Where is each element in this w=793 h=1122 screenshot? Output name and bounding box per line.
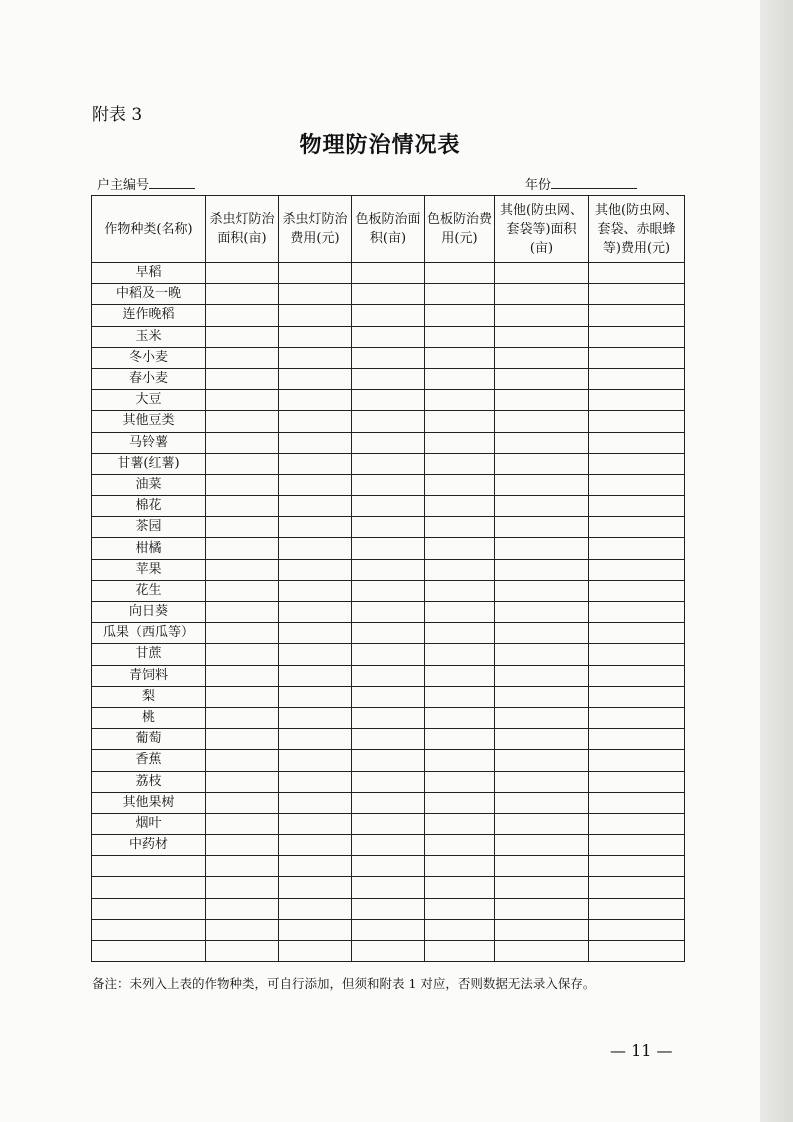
value-cell[interactable]	[589, 623, 685, 644]
value-cell[interactable]	[425, 390, 495, 411]
table-row	[92, 877, 685, 898]
value-cell[interactable]	[495, 390, 589, 411]
value-cell[interactable]	[279, 602, 352, 623]
value-cell[interactable]	[589, 368, 685, 389]
value-cell[interactable]	[425, 856, 495, 877]
value-cell[interactable]	[206, 496, 279, 517]
value-cell[interactable]	[495, 835, 589, 856]
value-cell[interactable]	[495, 305, 589, 326]
value-cell[interactable]	[589, 411, 685, 432]
value-cell[interactable]	[206, 792, 279, 813]
crop-name-cell: 中药材	[92, 835, 206, 856]
value-cell[interactable]	[352, 368, 425, 389]
table-row	[92, 284, 685, 305]
value-cell[interactable]	[206, 686, 279, 707]
crop-name-cell: 向日葵	[92, 602, 206, 623]
value-cell[interactable]	[206, 707, 279, 728]
value-cell[interactable]	[279, 623, 352, 644]
value-cell[interactable]	[279, 390, 352, 411]
value-cell[interactable]	[425, 432, 495, 453]
table-header-row	[92, 196, 685, 263]
value-cell[interactable]	[206, 474, 279, 495]
owner-id-field	[97, 174, 195, 193]
value-cell[interactable]	[206, 813, 279, 834]
owner-id-blank	[149, 176, 195, 189]
crop-name-cell: 连作晚稻	[92, 305, 206, 326]
value-cell[interactable]	[495, 813, 589, 834]
value-cell[interactable]	[495, 750, 589, 771]
value-cell[interactable]	[352, 644, 425, 665]
value-cell[interactable]	[425, 644, 495, 665]
value-cell[interactable]	[425, 305, 495, 326]
value-cell[interactable]	[495, 326, 589, 347]
value-cell[interactable]	[352, 835, 425, 856]
value-cell[interactable]	[495, 284, 589, 305]
value-cell[interactable]	[206, 750, 279, 771]
footnote: 备注：未列入上表的作物种类，可自行添加，但须和附表 1 对应，否则数据无法录入保存。	[92, 976, 596, 991]
value-cell[interactable]	[352, 347, 425, 368]
value-cell[interactable]	[425, 263, 495, 284]
value-cell[interactable]	[352, 580, 425, 601]
value-cell[interactable]	[206, 729, 279, 750]
value-cell[interactable]	[279, 771, 352, 792]
crop-name-cell: 其他豆类	[92, 411, 206, 432]
value-cell[interactable]	[425, 919, 495, 940]
value-cell[interactable]	[279, 496, 352, 517]
value-cell[interactable]	[425, 453, 495, 474]
value-cell[interactable]	[206, 347, 279, 368]
value-cell[interactable]	[206, 326, 279, 347]
value-cell[interactable]	[206, 263, 279, 284]
table-row	[92, 898, 685, 919]
value-cell[interactable]	[352, 750, 425, 771]
value-cell[interactable]	[279, 665, 352, 686]
value-cell[interactable]	[589, 538, 685, 559]
table-row	[92, 813, 685, 834]
table-row	[92, 665, 685, 686]
crop-name-cell: 桃	[92, 707, 206, 728]
value-cell[interactable]	[425, 368, 495, 389]
page-number: — 11 —	[610, 1041, 673, 1060]
value-cell[interactable]	[495, 771, 589, 792]
value-cell[interactable]	[495, 729, 589, 750]
value-cell[interactable]	[589, 835, 685, 856]
value-cell[interactable]	[495, 580, 589, 601]
value-cell[interactable]	[352, 453, 425, 474]
value-cell[interactable]	[425, 517, 495, 538]
value-cell[interactable]	[589, 771, 685, 792]
value-cell[interactable]	[495, 686, 589, 707]
crop-name-cell: 瓜果（西瓜等）	[92, 623, 206, 644]
table-row	[92, 263, 685, 284]
table-row	[92, 453, 685, 474]
value-cell[interactable]	[589, 792, 685, 813]
value-cell[interactable]	[425, 326, 495, 347]
value-cell[interactable]	[589, 347, 685, 368]
value-cell[interactable]	[425, 411, 495, 432]
value-cell[interactable]	[206, 305, 279, 326]
value-cell[interactable]	[589, 750, 685, 771]
value-cell[interactable]	[495, 453, 589, 474]
header-board-cost: 色板防治费用(元)	[425, 196, 495, 263]
owner-id-label: 户主编号	[97, 178, 150, 193]
value-cell[interactable]	[589, 474, 685, 495]
table-row	[92, 538, 685, 559]
value-cell[interactable]	[352, 390, 425, 411]
value-cell[interactable]	[279, 284, 352, 305]
value-cell[interactable]	[425, 284, 495, 305]
crop-name-cell: 柑橘	[92, 538, 206, 559]
value-cell[interactable]	[589, 517, 685, 538]
value-cell[interactable]	[425, 941, 495, 962]
table-row	[92, 644, 685, 665]
header-board-area: 色板防治面积(亩)	[352, 196, 425, 263]
value-cell[interactable]	[425, 877, 495, 898]
value-cell[interactable]	[206, 941, 279, 962]
value-cell[interactable]	[589, 877, 685, 898]
value-cell[interactable]	[279, 347, 352, 368]
crop-name-cell: 春小麦	[92, 368, 206, 389]
table-row	[92, 432, 685, 453]
year-field	[525, 174, 637, 193]
value-cell[interactable]	[352, 623, 425, 644]
table-row	[92, 559, 685, 580]
value-cell[interactable]	[495, 474, 589, 495]
value-cell[interactable]	[589, 898, 685, 919]
table-row	[92, 390, 685, 411]
table-row	[92, 496, 685, 517]
table-row	[92, 750, 685, 771]
value-cell[interactable]	[206, 623, 279, 644]
value-cell[interactable]	[279, 686, 352, 707]
value-cell[interactable]	[589, 665, 685, 686]
value-cell[interactable]	[495, 517, 589, 538]
table-row	[92, 580, 685, 601]
value-cell[interactable]	[206, 644, 279, 665]
crop-name-cell: 其他果树	[92, 792, 206, 813]
value-cell[interactable]	[425, 538, 495, 559]
value-cell[interactable]	[206, 390, 279, 411]
value-cell[interactable]	[352, 707, 425, 728]
value-cell[interactable]	[425, 347, 495, 368]
crop-name-cell: 马铃薯	[92, 432, 206, 453]
value-cell[interactable]	[589, 432, 685, 453]
value-cell[interactable]	[495, 919, 589, 940]
value-cell[interactable]	[206, 453, 279, 474]
table-row	[92, 623, 685, 644]
table-row	[92, 305, 685, 326]
table-row	[92, 856, 685, 877]
value-cell[interactable]	[425, 729, 495, 750]
value-cell[interactable]	[206, 602, 279, 623]
crop-name-cell: 花生	[92, 580, 206, 601]
value-cell[interactable]	[495, 432, 589, 453]
crop-name-cell	[92, 856, 206, 877]
crop-name-cell	[92, 941, 206, 962]
value-cell[interactable]	[425, 750, 495, 771]
value-cell[interactable]	[279, 729, 352, 750]
table-row	[92, 792, 685, 813]
table-row	[92, 347, 685, 368]
value-cell[interactable]	[352, 877, 425, 898]
crop-name-cell: 冬小麦	[92, 347, 206, 368]
crop-name-cell: 茶园	[92, 517, 206, 538]
value-cell[interactable]	[352, 517, 425, 538]
table-row	[92, 686, 685, 707]
value-cell[interactable]	[352, 856, 425, 877]
value-cell[interactable]	[425, 792, 495, 813]
value-cell[interactable]	[495, 368, 589, 389]
value-cell[interactable]	[279, 750, 352, 771]
value-cell[interactable]	[352, 792, 425, 813]
value-cell[interactable]	[495, 496, 589, 517]
header-other-cost: 其他(防虫网、套袋、赤眼蜂等)费用(元)	[589, 196, 685, 263]
crop-name-cell: 葡萄	[92, 729, 206, 750]
header-lamp-cost: 杀虫灯防治费用(元)	[279, 196, 352, 263]
value-cell[interactable]	[589, 559, 685, 580]
value-cell[interactable]	[425, 813, 495, 834]
crop-name-cell: 中稻及一晚	[92, 284, 206, 305]
table-row	[92, 941, 685, 962]
table-row	[92, 602, 685, 623]
value-cell[interactable]	[352, 771, 425, 792]
value-cell[interactable]	[425, 771, 495, 792]
value-cell[interactable]	[206, 898, 279, 919]
crop-name-cell: 甘蔗	[92, 644, 206, 665]
page-title: 物理防治情况表	[299, 132, 461, 158]
table-row	[92, 771, 685, 792]
value-cell[interactable]	[279, 877, 352, 898]
crop-name-cell: 青饲料	[92, 665, 206, 686]
crop-name-cell	[92, 919, 206, 940]
value-cell[interactable]	[589, 686, 685, 707]
crop-name-cell: 早稻	[92, 263, 206, 284]
value-cell[interactable]	[495, 877, 589, 898]
table-row	[92, 835, 685, 856]
value-cell[interactable]	[589, 580, 685, 601]
value-cell[interactable]	[589, 602, 685, 623]
value-cell[interactable]	[279, 263, 352, 284]
value-cell[interactable]	[589, 919, 685, 940]
value-cell[interactable]	[495, 792, 589, 813]
value-cell[interactable]	[495, 898, 589, 919]
value-cell[interactable]	[589, 284, 685, 305]
value-cell[interactable]	[352, 432, 425, 453]
value-cell[interactable]	[589, 729, 685, 750]
value-cell[interactable]	[352, 474, 425, 495]
value-cell[interactable]	[495, 347, 589, 368]
value-cell[interactable]	[279, 856, 352, 877]
scan-edge	[760, 0, 793, 1122]
value-cell[interactable]	[352, 284, 425, 305]
table-row	[92, 707, 685, 728]
year-label: 年份	[525, 178, 552, 193]
value-cell[interactable]	[352, 686, 425, 707]
value-cell[interactable]	[206, 856, 279, 877]
value-cell[interactable]	[495, 559, 589, 580]
value-cell[interactable]	[279, 326, 352, 347]
value-cell[interactable]	[425, 686, 495, 707]
value-cell[interactable]	[352, 919, 425, 940]
value-cell[interactable]	[279, 474, 352, 495]
header-other-area: 其他(防虫网、套袋等)面积(亩)	[495, 196, 589, 263]
value-cell[interactable]	[495, 644, 589, 665]
value-cell[interactable]	[495, 411, 589, 432]
value-cell[interactable]	[352, 496, 425, 517]
value-cell[interactable]	[206, 919, 279, 940]
value-cell[interactable]	[206, 771, 279, 792]
value-cell[interactable]	[206, 538, 279, 559]
value-cell[interactable]	[279, 432, 352, 453]
table-row	[92, 517, 685, 538]
value-cell[interactable]	[279, 919, 352, 940]
value-cell[interactable]	[206, 835, 279, 856]
value-cell[interactable]	[206, 877, 279, 898]
value-cell[interactable]	[495, 538, 589, 559]
table-row	[92, 326, 685, 347]
value-cell[interactable]	[206, 517, 279, 538]
value-cell[interactable]	[206, 368, 279, 389]
crop-name-cell: 烟叶	[92, 813, 206, 834]
value-cell[interactable]	[206, 284, 279, 305]
value-cell[interactable]	[279, 368, 352, 389]
table-row	[92, 368, 685, 389]
crop-name-cell: 甘薯(红薯)	[92, 453, 206, 474]
value-cell[interactable]	[352, 813, 425, 834]
value-cell[interactable]	[495, 602, 589, 623]
value-cell[interactable]	[495, 941, 589, 962]
value-cell[interactable]	[352, 538, 425, 559]
value-cell[interactable]	[495, 707, 589, 728]
crop-name-cell	[92, 877, 206, 898]
value-cell[interactable]	[352, 729, 425, 750]
crop-name-cell: 大豆	[92, 390, 206, 411]
crop-name-cell: 荔枝	[92, 771, 206, 792]
value-cell[interactable]	[279, 792, 352, 813]
value-cell[interactable]	[425, 835, 495, 856]
crop-name-cell	[92, 898, 206, 919]
value-cell[interactable]	[589, 453, 685, 474]
value-cell[interactable]	[279, 898, 352, 919]
value-cell[interactable]	[425, 602, 495, 623]
value-cell[interactable]	[495, 623, 589, 644]
value-cell[interactable]	[352, 411, 425, 432]
value-cell[interactable]	[352, 665, 425, 686]
value-cell[interactable]	[589, 496, 685, 517]
value-cell[interactable]	[352, 602, 425, 623]
value-cell[interactable]	[279, 835, 352, 856]
crop-name-cell: 香蕉	[92, 750, 206, 771]
value-cell[interactable]	[589, 813, 685, 834]
value-cell[interactable]	[589, 707, 685, 728]
value-cell[interactable]	[352, 559, 425, 580]
value-cell[interactable]	[589, 856, 685, 877]
value-cell[interactable]	[279, 644, 352, 665]
value-cell[interactable]	[279, 941, 352, 962]
table-row	[92, 411, 685, 432]
value-cell[interactable]	[589, 326, 685, 347]
header-lamp-area: 杀虫灯防治面积(亩)	[206, 196, 279, 263]
value-cell[interactable]	[206, 411, 279, 432]
crop-name-cell: 苹果	[92, 559, 206, 580]
value-cell[interactable]	[425, 474, 495, 495]
value-cell[interactable]	[589, 644, 685, 665]
table-row	[92, 729, 685, 750]
value-cell[interactable]	[352, 305, 425, 326]
crop-name-cell: 油菜	[92, 474, 206, 495]
value-cell[interactable]	[495, 856, 589, 877]
table-row	[92, 474, 685, 495]
value-cell[interactable]	[206, 580, 279, 601]
table-body	[92, 263, 685, 962]
appendix-label: 附表 3	[92, 105, 143, 125]
value-cell[interactable]	[352, 326, 425, 347]
value-cell[interactable]	[425, 580, 495, 601]
value-cell[interactable]	[279, 453, 352, 474]
value-cell[interactable]	[425, 898, 495, 919]
value-cell[interactable]	[425, 707, 495, 728]
crop-name-cell: 梨	[92, 686, 206, 707]
value-cell[interactable]	[279, 707, 352, 728]
year-blank	[551, 176, 637, 189]
value-cell[interactable]	[352, 941, 425, 962]
crop-name-cell: 棉花	[92, 496, 206, 517]
value-cell[interactable]	[279, 813, 352, 834]
value-cell[interactable]	[425, 496, 495, 517]
value-cell[interactable]	[589, 263, 685, 284]
value-cell[interactable]	[279, 305, 352, 326]
value-cell[interactable]	[206, 559, 279, 580]
value-cell[interactable]	[425, 623, 495, 644]
value-cell[interactable]	[495, 263, 589, 284]
value-cell[interactable]	[589, 390, 685, 411]
crop-name-cell: 玉米	[92, 326, 206, 347]
value-cell[interactable]	[206, 432, 279, 453]
value-cell[interactable]	[352, 263, 425, 284]
header-crop-type: 作物种类(名称)	[92, 196, 206, 263]
value-cell[interactable]	[589, 305, 685, 326]
value-cell[interactable]	[279, 411, 352, 432]
value-cell[interactable]	[495, 665, 589, 686]
value-cell[interactable]	[589, 941, 685, 962]
value-cell[interactable]	[279, 517, 352, 538]
value-cell[interactable]	[352, 898, 425, 919]
value-cell[interactable]	[425, 559, 495, 580]
value-cell[interactable]	[279, 559, 352, 580]
value-cell[interactable]	[425, 665, 495, 686]
value-cell[interactable]	[279, 580, 352, 601]
value-cell[interactable]	[279, 538, 352, 559]
value-cell[interactable]	[206, 665, 279, 686]
table-row	[92, 919, 685, 940]
physical-control-table	[91, 195, 685, 962]
